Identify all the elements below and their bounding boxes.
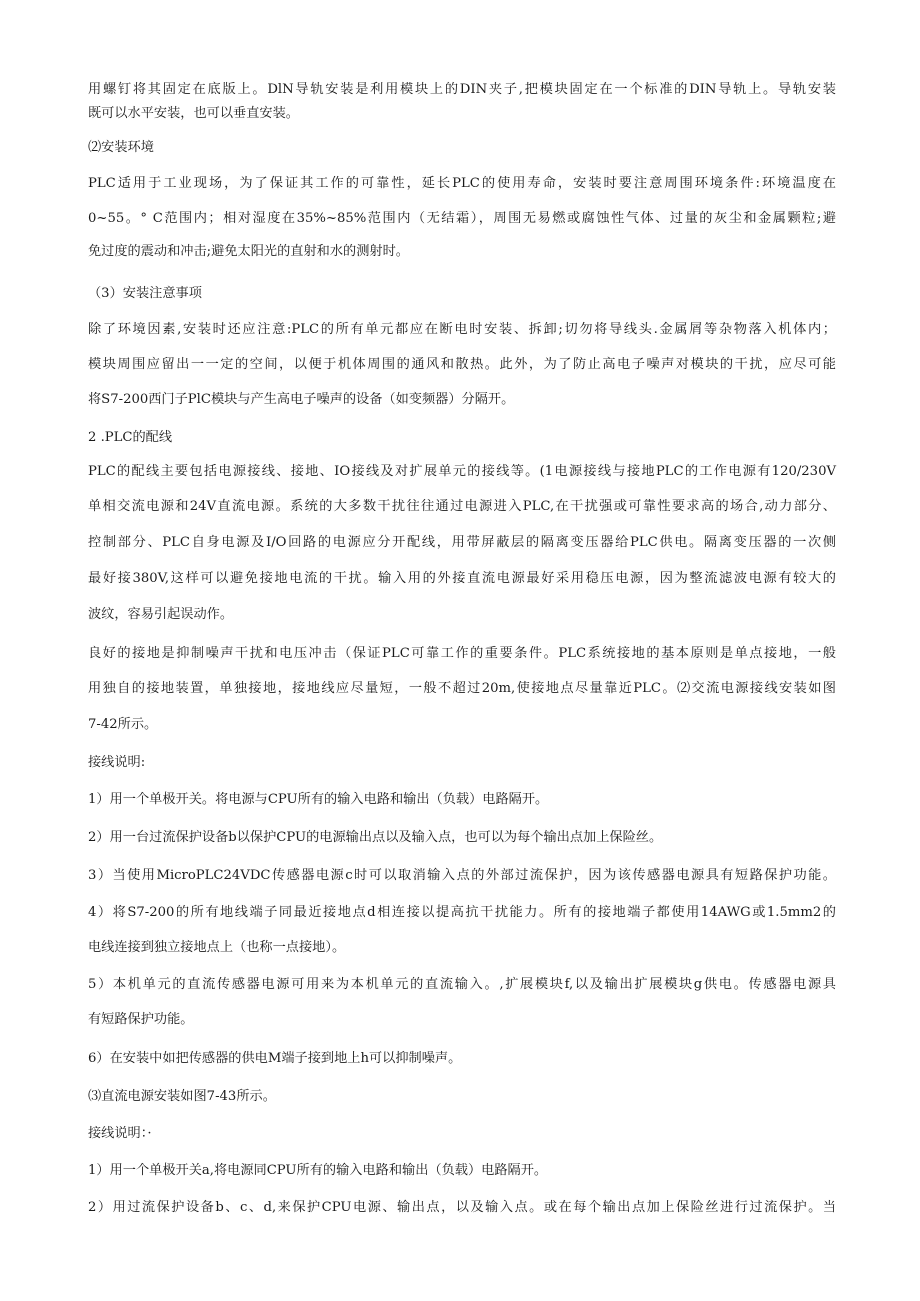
- text-line: 最好接380V,这样可以避免接地电流的干扰。输入用的外接直流电源最好采用稳压电源，因为整流滤波电源有较大的: [88, 571, 836, 586]
- text-line: 7-42所示。: [88, 717, 158, 732]
- list-item: 4）将S7-200的所有地线端子同最近接地点d相连接以提高抗干扰能力。所有的接地端子都使用14AWG或1.5mm2的: [88, 905, 836, 920]
- list-item: 6）在安装中如把传感器的供电M端子接到地上h可以抑制噪声。: [88, 1051, 462, 1066]
- text-line: PLC适用于工业现场，为了保证其工作的可靠性，延长PLC的使用寿命，安装时要注意周围环境条件:环境温度在: [88, 176, 836, 191]
- text-line: 良好的接地是抑制噪声干扰和电压冲击（保证PLC可靠工作的重要条件。PLC系统接地的基本原则是单点接地，一般: [88, 646, 836, 661]
- text-line: 模块周围应留出一一定的空间，以便于机体周围的通风和散热。此外，为了防止高电子噪声对模块的干扰，应尽可能: [88, 357, 836, 372]
- text-line: 将S7-200西门子PlC模块与产生高电子噪声的设备（如变频器）分隔开。: [88, 392, 515, 407]
- list-item: 5）本机单元的直流传感器电源可用来为本机单元的直流输入。,扩展模块f,以及输出扩展模块g供电。传感器电源具: [88, 977, 836, 992]
- section-heading: 2 .PLC的配线: [88, 430, 173, 445]
- text-line: 控制部分、PLC自身电源及I/O回路的电源应分开配线，用带屏蔽层的隔离变压器给PLC供电。隔离变压器的一次侧: [88, 535, 836, 550]
- text-line: 单相交流电源和24V直流电源。系统的大多数干扰往往通过电源进入PLC,在干扰强或可靠性要求高的场合,动力部分、: [88, 499, 836, 514]
- text-line: 波纹，容易引起误动作。: [88, 607, 234, 622]
- section-heading: ⑶直流电源安装如图7-43所示。: [88, 1089, 276, 1104]
- text-line: 用螺钉将其固定在底版上。DlN导轨安装是利用模块上的DIN夹子,把模块固定在一个标准的DIN导轨上。导轨安装: [88, 82, 836, 97]
- text-line: 接线说明:: [88, 755, 146, 770]
- text-line: 用独自的接地装置，单独接地，接地线应尽量短，一般不超过20m,使接地点尽量靠近PLC。⑵交流电源接线安装如图: [88, 681, 836, 696]
- list-item: 1）用一个单极开关。将电源与CPU所有的输入电路和输出（负载）电路隔开。: [88, 792, 549, 807]
- list-item: 1）用一个单极开关a,将电源同CPU所有的输入电路和输出（负载）电路隔开。: [88, 1163, 548, 1178]
- list-item: 2）用一台过流保护设备b以保护CPU的电源输出点以及输入点，也可以为每个输出点加上保险丝。: [88, 830, 663, 845]
- list-item: 2）用过流保护设备b、c、d,来保护CPU电源、输出点，以及输入点。或在每个输出点加上保险丝进行过流保护。当: [88, 1200, 836, 1215]
- text-line: 免过度的震动和冲击;避免太阳光的直射和水的测射时。: [88, 244, 409, 259]
- text-line: 电线连接到独立接地点上（也称一点接地）。: [88, 940, 346, 955]
- text-line: 既可以水平安装，也可以垂直安装。: [88, 106, 299, 121]
- list-item: 3）当使用MicroPLC24VDC传感器电源c时可以取消输入点的外部过流保护，因为该传感器电源具有短路保护功能。: [88, 868, 836, 883]
- text-line: 除了环境因素,安装时还应注意:PLC的所有单元都应在断电时安装、拆卸;切勿将导线头.金属屑等杂物落入机体内；: [88, 322, 836, 337]
- text-line: 有短路保护功能。: [88, 1012, 194, 1027]
- text-line: 0~55。° C范围内；相对湿度在35%~85%范围内（无结霜），周围无易燃或腐蚀性气体、过量的灰尘和金属颗粒;避: [88, 211, 836, 226]
- text-line: PLC的配线主要包括电源接线、接地、IO接线及对扩展单元的接线等。(1电源接线与接地PLC的工作电源有120/230V: [88, 464, 836, 479]
- section-heading: ⑵安装环境: [88, 140, 154, 155]
- text-line: 接线说明：·: [88, 1126, 152, 1141]
- section-heading: （3）安装注意事项: [88, 286, 202, 301]
